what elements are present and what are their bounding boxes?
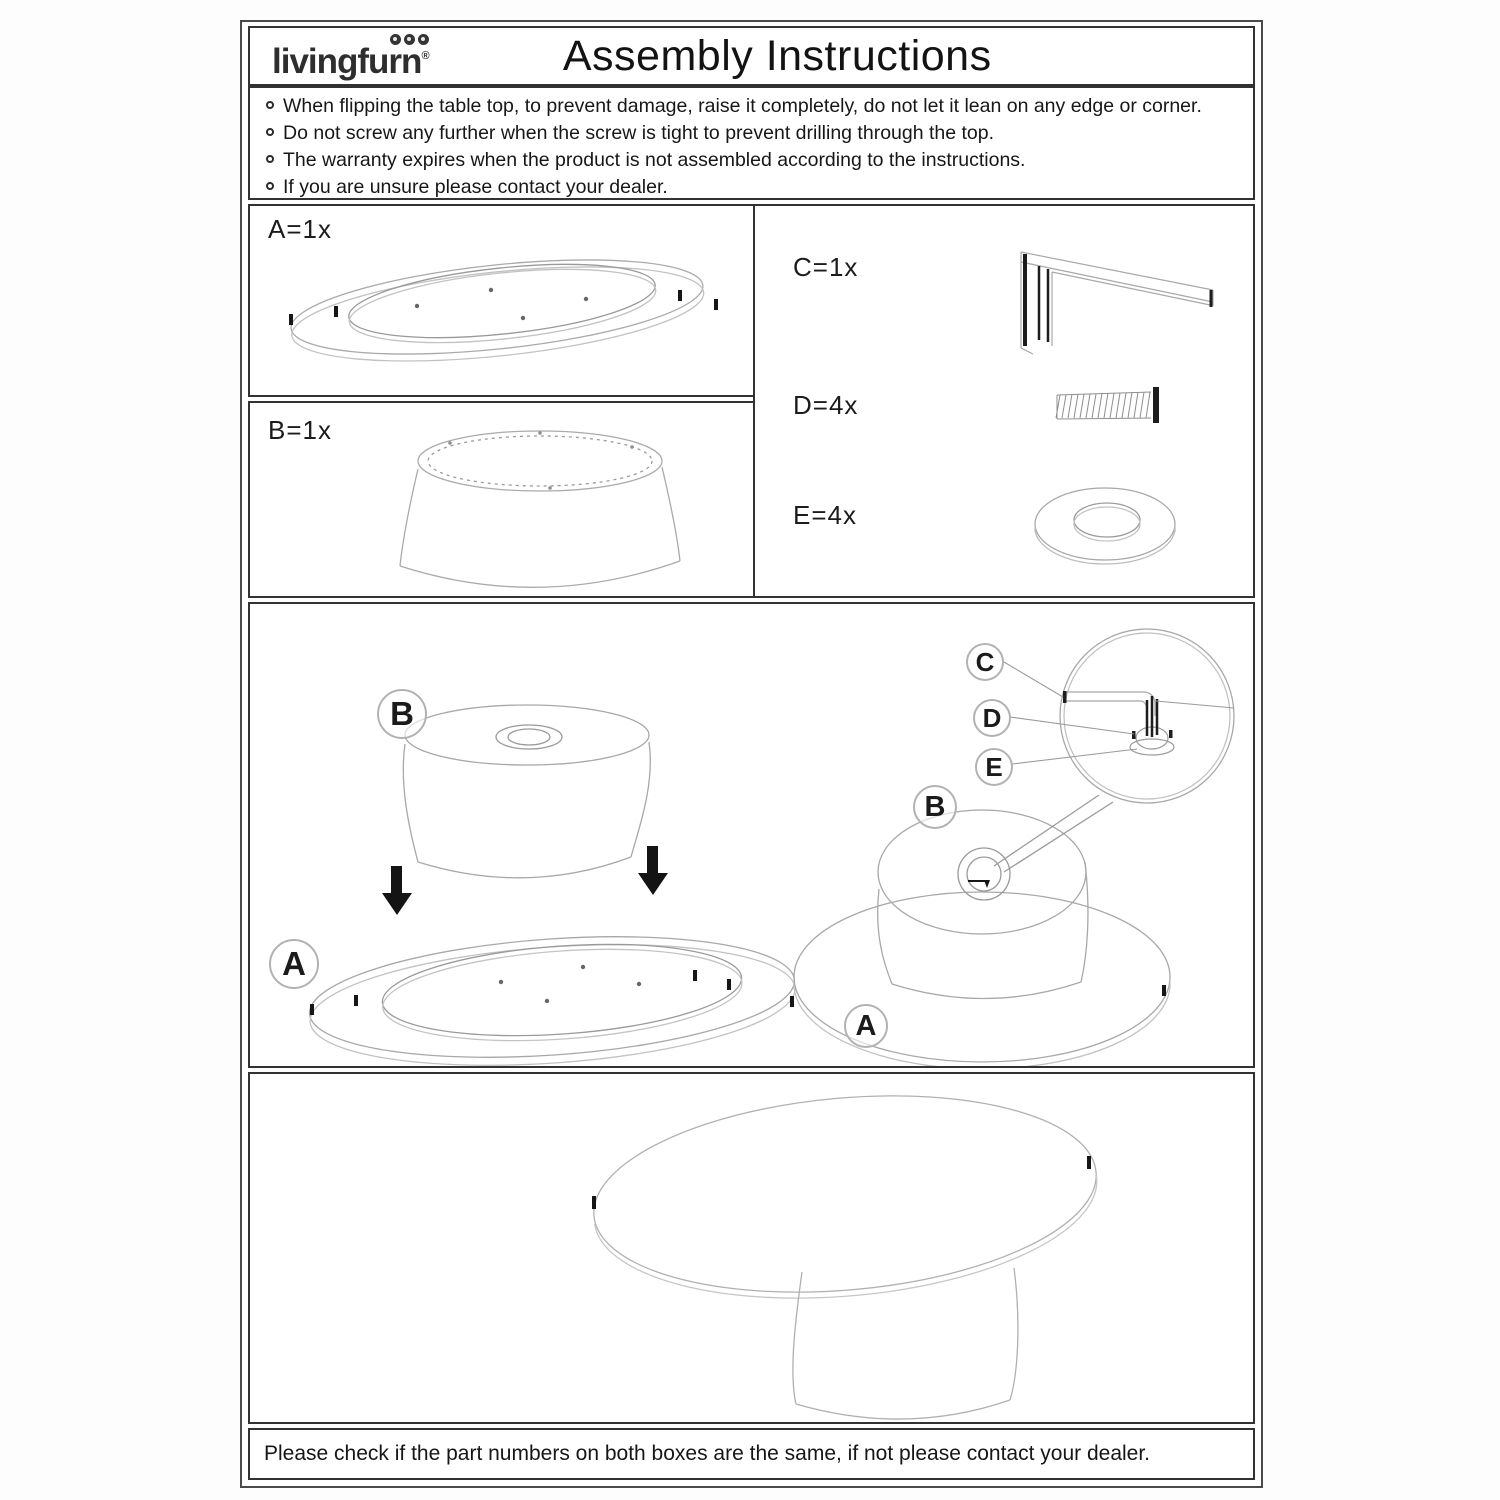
note-text: When flipping the table top, to prevent damage, raise it completely, do not let it lean on any edge or corner.: [283, 95, 1202, 117]
logo-registered-mark: ®: [421, 49, 430, 62]
part-c-label: C=1x: [793, 252, 859, 282]
callout-label-b: B: [377, 689, 427, 739]
fastening-view-drawing: [790, 629, 1234, 1066]
callout-label-c: C: [966, 643, 1004, 681]
header: [248, 26, 1255, 86]
livingfurn-logo: [272, 36, 430, 80]
part-d-label: D=4x: [793, 390, 859, 420]
allen-key-icon: [1021, 252, 1213, 354]
screw-icon: [1056, 387, 1159, 423]
bullet-icon: [266, 101, 274, 109]
note-text: If you are unsure please contact your dealer.: [283, 176, 668, 198]
table-top-drawing: [250, 206, 753, 395]
part-b-panel: [248, 401, 755, 598]
footer-text: Please check if the part numbers on both boxes are the same, if not please contact your dealer.: [264, 1442, 1151, 1465]
finished-table-panel: [248, 1072, 1255, 1424]
logo-text: livingfurn: [272, 42, 422, 81]
callout-label-b2: B: [913, 785, 957, 829]
note-item: [260, 147, 1243, 174]
assembly-step-panel: [248, 602, 1255, 1068]
note-item: [260, 120, 1243, 147]
note-item: [260, 174, 1243, 201]
bullet-icon: [266, 155, 274, 163]
assembly-step-drawing: [250, 604, 1253, 1066]
magnifier-circle: [994, 629, 1234, 872]
part-a-panel: [248, 204, 755, 397]
note-text: Do not screw any further when the screw is tight to prevent drilling through the top.: [283, 122, 995, 144]
part-e-label: E=4x: [793, 500, 857, 530]
hardware-drawings: [755, 206, 1253, 596]
callout-label-a: A: [269, 939, 319, 989]
notes-panel: [248, 86, 1255, 200]
hardware-parts-panel: [753, 204, 1255, 598]
part-b-label: B=1x: [268, 415, 332, 445]
callout-label-e: E: [975, 748, 1013, 786]
leader-lines: [1004, 662, 1234, 764]
callout-label-d: D: [973, 699, 1011, 737]
bullet-icon: [266, 182, 274, 190]
part-a-label: A=1x: [268, 214, 332, 244]
note-text: The warranty expires when the product is not assembled according to the instructions.: [283, 149, 1026, 171]
footer-note: [248, 1428, 1255, 1480]
callout-label-a2: A: [844, 1004, 888, 1048]
page-title: Assembly Instructions: [562, 32, 992, 80]
note-item: [260, 93, 1243, 120]
pedestal-base-drawing: [250, 403, 753, 596]
exploded-view-drawing: [306, 705, 799, 1066]
washer-icon: [1035, 488, 1175, 564]
down-arrow-icon: [382, 846, 668, 915]
bullet-icon: [266, 128, 274, 136]
finished-table-drawing: [250, 1074, 1253, 1422]
